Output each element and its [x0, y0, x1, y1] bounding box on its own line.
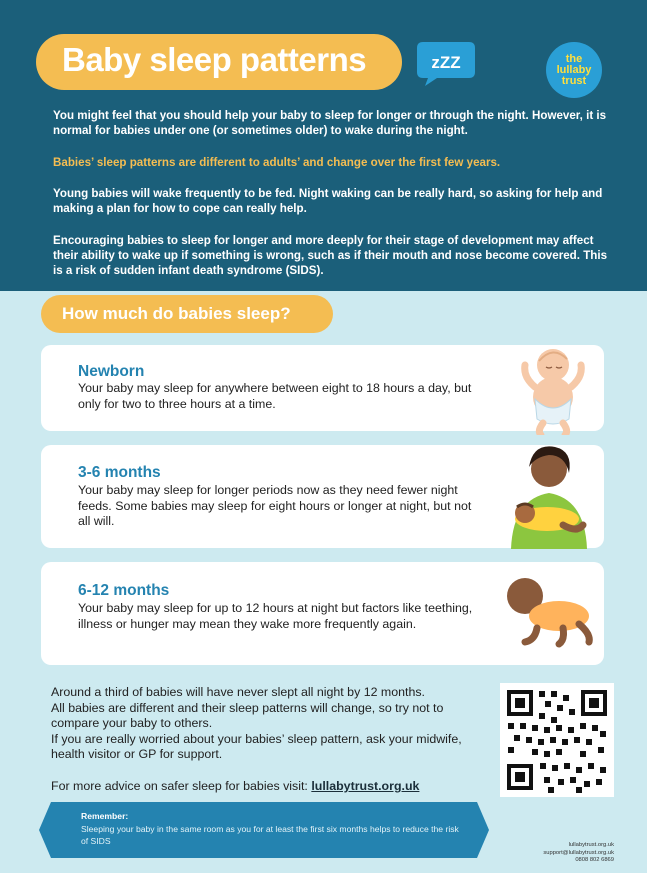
intro-paragraph-3: Young babies will wake frequently to be fed. Night waking can be really hard, so asking for help and making a plan for how to cope can really help. [53, 187, 603, 215]
card-title: 6-12 months [78, 582, 170, 599]
contact-info [543, 842, 614, 865]
remember-title: Remember: [81, 811, 129, 821]
contact-phone: 0808 802 6869 [575, 857, 614, 864]
info-paragraph-2: All babies are different and their sleep patterns will change, so try not to compare your baby to others. [51, 701, 444, 731]
card-body: Your baby may sleep for longer periods now as they need fewer night feeds. Some babies may sleep for eight hours or longer at night, but not all will. [78, 483, 472, 528]
advice-prefix: For more advice on safer sleep for babies visit: [51, 779, 312, 793]
page-title: Baby sleep patterns [62, 41, 367, 78]
remember-body: Sleeping your baby in the same room as you for at least the first six months helps to reduce the risk of SIDS [81, 824, 459, 846]
section-title: How much do babies sleep? [62, 304, 291, 323]
remember-banner [51, 802, 477, 858]
card-newborn [41, 345, 604, 431]
contact-website[interactable]: lullabytrust.org.uk [568, 842, 614, 848]
crawling-baby-icon [503, 572, 597, 652]
intro-paragraph-4: Encouraging babies to sleep for longer and more deeply for their stage of development may affect their ability to wake up if something is wrong, such as if their mouth and nose become covered. This is a risk of sudden infant death syndrome (SIDS). [53, 234, 608, 277]
lullabytrust-link[interactable]: lullabytrust.org.uk [311, 779, 420, 793]
parent-holding-baby-icon [503, 439, 595, 549]
lullaby-trust-logo [546, 42, 602, 98]
logo-line-3: trust [561, 75, 587, 87]
qr-code-icon[interactable] [500, 683, 614, 797]
info-paragraph-3: If you are really worried about your babies’ sleep pattern, ask your midwife, health visitor or GP for support. [51, 732, 462, 762]
card-title: Newborn [78, 363, 145, 380]
card-title: 3-6 months [78, 464, 161, 481]
qr-code-graphic [500, 683, 614, 797]
card-body: Your baby may sleep for up to 12 hours at night but factors like teething, illness or hunger may mean they wake more frequently again. [78, 601, 473, 631]
info-paragraph-1: Around a third of babies will have never slept all night by 12 months. [51, 685, 426, 699]
advice-line [51, 779, 419, 793]
card-6-12-months [41, 562, 604, 665]
card-3-6-months [41, 445, 604, 548]
speech-bubble-zzz-icon [415, 38, 477, 88]
logo-line-2: lullaby [556, 64, 592, 76]
intro-paragraph-2: Babies’ sleep patterns are different to adults’ and change over the first few years. [53, 156, 501, 169]
logo-line-1: the [565, 53, 583, 65]
zzz-text: zZZ [431, 53, 461, 72]
title-pill [36, 34, 402, 90]
contact-email[interactable]: support@lullabytrust.org.uk [543, 849, 614, 856]
newborn-baby-icon [513, 337, 593, 435]
card-body: Your baby may sleep for anywhere between eight to 18 hours a day, but only for two to three hours at a time. [78, 381, 472, 411]
section-title-pill [41, 295, 333, 333]
header-band [0, 0, 647, 291]
intro-paragraph-1: You might feel that you should help your baby to sleep for longer or through the night. However, it is normal for babies under one (or sometimes older) to wake during the night. [53, 109, 607, 137]
